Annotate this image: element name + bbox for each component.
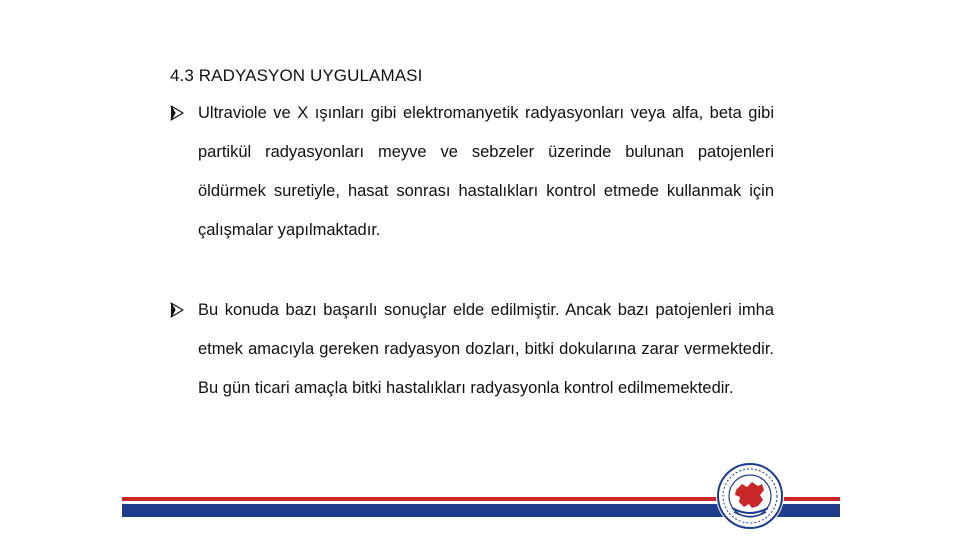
arrow-bullet-icon	[170, 105, 184, 121]
university-seal-icon	[716, 462, 784, 530]
bullet-item	[170, 104, 774, 260]
arrow-bullet-icon	[170, 302, 184, 318]
bullet-text: Ultraviole ve X ışınları gibi elektromanyetik radyasyonları veya alfa, beta gibi partikül radyasyonları meyve ve sebzeler üzerinde bulunan patojenleri öldürmek suretiyle, hasat sonrası hastalıkları kontrol etmede kullanmak için çalışmalar yapılmaktadır.	[198, 104, 774, 239]
bullet-item	[170, 301, 774, 418]
slide-title: 4.3 RADYASYON UYGULAMASI	[170, 66, 423, 85]
bullet-text: Bu konuda bazı başarılı sonuçlar elde edilmiştir. Ancak bazı patojenleri imha etmek amacıyla gereken radyasyon dozları, bitki dokularına zarar vermektedir. Bu gün ticari amaçla bitki hastalıkları radyasyonla kontrol edilmemektedir.	[198, 301, 774, 397]
